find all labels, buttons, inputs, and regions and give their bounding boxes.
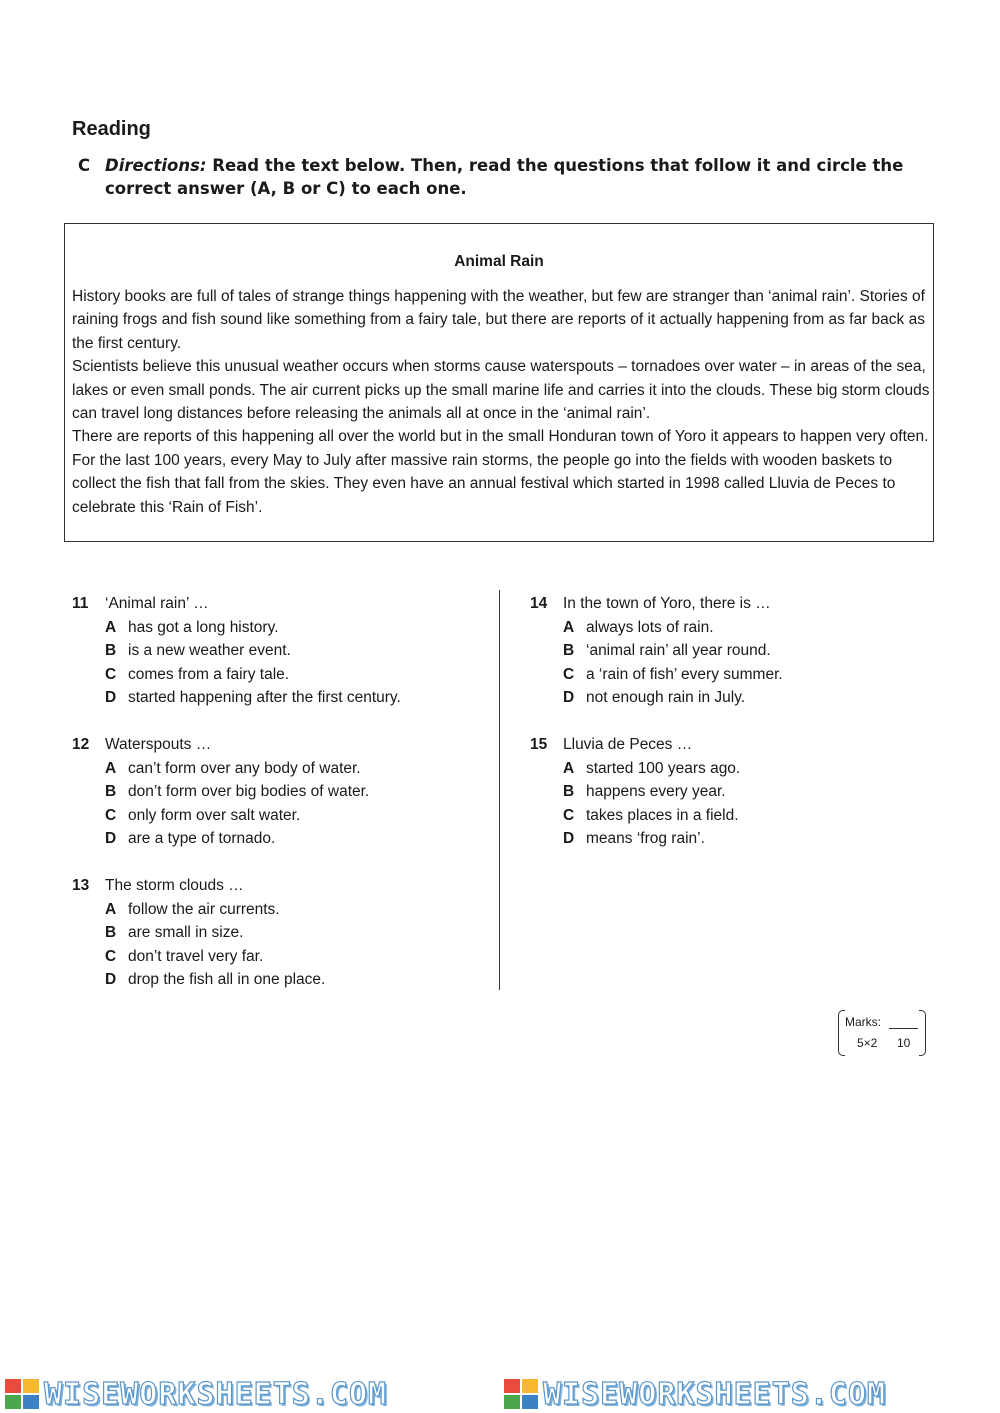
option-text: only form over salt water. xyxy=(128,806,301,824)
option-text: means ‘frog rain’. xyxy=(586,830,705,847)
passage-body xyxy=(72,285,934,519)
option-letter: B xyxy=(105,924,117,941)
option-text: started happening after the first century. xyxy=(128,689,401,706)
answer-option[interactable] xyxy=(72,757,472,781)
question-number: 11 xyxy=(72,595,89,612)
option-letter: D xyxy=(563,689,575,706)
question-number: 13 xyxy=(72,877,90,894)
question-11 xyxy=(72,592,472,710)
option-text: are small in size. xyxy=(128,924,244,941)
option-letter: B xyxy=(563,783,575,800)
option-text: can’t form over any body of water. xyxy=(128,759,361,777)
option-letter: D xyxy=(105,971,117,988)
option-letter: C xyxy=(563,665,575,683)
exercise-letter: C xyxy=(78,156,91,175)
answer-option[interactable] xyxy=(530,780,930,804)
option-text: follow the air currents. xyxy=(128,900,280,918)
option-letter: D xyxy=(563,830,575,847)
option-letter: C xyxy=(105,806,117,824)
question-stem: In the town of Yoro, there is … xyxy=(563,595,771,612)
option-letter: C xyxy=(105,665,117,683)
marks-total: 10 xyxy=(897,1036,911,1050)
answer-option[interactable] xyxy=(72,968,472,992)
footer-watermark xyxy=(0,1374,1000,1413)
answer-option[interactable] xyxy=(530,804,930,828)
option-text: ‘animal rain’ all year round. xyxy=(586,642,771,659)
option-text: drop the fish all in one place. xyxy=(128,971,326,988)
question-12 xyxy=(72,733,472,851)
brand-text: WISEWORKSHEETS.COM xyxy=(44,1376,388,1412)
question-number: 15 xyxy=(530,736,548,753)
option-text: don’t travel very far. xyxy=(128,947,264,965)
reading-passage-box xyxy=(64,223,934,542)
option-text: started 100 years ago. xyxy=(586,759,741,777)
option-letter: C xyxy=(105,947,117,965)
answer-option[interactable] xyxy=(72,827,472,851)
answer-option[interactable] xyxy=(72,639,472,663)
option-text: comes from a fairy tale. xyxy=(128,665,290,683)
marks-box xyxy=(838,1010,926,1056)
option-letter: A xyxy=(563,759,575,777)
option-letter: A xyxy=(563,618,575,636)
marks-label: Marks: xyxy=(845,1015,881,1029)
directions xyxy=(78,154,918,200)
option-letter: B xyxy=(105,642,117,659)
question-stem: The storm clouds … xyxy=(105,877,244,894)
answer-option[interactable] xyxy=(72,616,472,640)
option-text: not enough rain in July. xyxy=(586,689,746,706)
brand-text: WISEWORKSHEETS.COM xyxy=(543,1376,887,1412)
answer-option[interactable] xyxy=(530,757,930,781)
bracket-right xyxy=(919,1010,926,1056)
question-14 xyxy=(530,592,930,710)
marks-blank-line[interactable] xyxy=(889,1028,918,1029)
question-number: 12 xyxy=(72,736,90,753)
question-15 xyxy=(530,733,930,851)
question-stem: Waterspouts … xyxy=(105,736,212,753)
passage-title: Animal Rain xyxy=(454,253,544,270)
wise-logo-icon xyxy=(503,1378,539,1410)
passage-paragraph: There are reports of this happening all over the world but in the small Honduran town of Yoro it appears to happen very often. For the last 100 years, every May to July after massive rain storms, the people go into the fields with wooden baskets to collect the fish that fall from the skies. They even have an annual festival which started in 1998 called Lluvia de Peces to celebrate this ‘Rain of Fish’. xyxy=(72,428,929,516)
question-number: 14 xyxy=(530,595,548,612)
option-letter: A xyxy=(105,900,117,918)
option-text: don’t form over big bodies of water. xyxy=(128,783,370,800)
brand-watermark xyxy=(503,1376,886,1412)
answer-option[interactable] xyxy=(72,663,472,687)
marks-formula: 5×2 xyxy=(857,1036,878,1050)
answer-option[interactable] xyxy=(72,804,472,828)
option-text: has got a long history. xyxy=(128,618,279,636)
option-letter: A xyxy=(105,759,117,777)
directions-text: Read the text below. Then, read the questions that follow it and circle the correct answer (A, B or C) to each one. xyxy=(105,156,904,198)
answer-option[interactable] xyxy=(530,686,930,710)
option-text: always lots of rain. xyxy=(586,618,714,636)
directions-label: Directions: xyxy=(105,156,207,175)
bracket-left xyxy=(838,1010,845,1056)
column-divider xyxy=(499,590,500,990)
question-13 xyxy=(72,874,472,992)
option-text: a ‘rain of fish’ every summer. xyxy=(586,665,783,683)
brand-watermark xyxy=(4,1376,387,1412)
passage-paragraph: Scientists believe this unusual weather occurs when storms cause waterspouts – tornadoes over water – in areas of the sea, lakes or even small ponds. The air current picks up the small marine life and carries it into the clouds. These big storm clouds can travel long distances before releasing the animals all at once in the ‘animal rain’. xyxy=(72,358,930,423)
option-letter: B xyxy=(105,783,117,800)
wise-logo-icon xyxy=(4,1378,40,1410)
passage-paragraph: History books are full of tales of strange things happening with the weather, but few are stranger than ‘animal rain’. Stories of raining frogs and fish sound like something from a fairy tale, but there are reports of it actually happening from as far back as the first century. xyxy=(72,288,925,352)
option-text: are a type of tornado. xyxy=(128,830,276,847)
answer-option[interactable] xyxy=(72,945,472,969)
question-stem: ‘Animal rain’ … xyxy=(105,595,209,612)
answer-option[interactable] xyxy=(72,898,472,922)
section-title: Reading xyxy=(72,118,151,140)
option-text: is a new weather event. xyxy=(128,642,291,659)
option-letter: C xyxy=(563,806,575,824)
answer-option[interactable] xyxy=(530,639,930,663)
answer-option[interactable] xyxy=(72,921,472,945)
answer-option[interactable] xyxy=(72,686,472,710)
option-letter: D xyxy=(105,689,117,706)
option-letter: A xyxy=(105,618,117,636)
option-text: happens every year. xyxy=(586,783,726,800)
option-text: takes places in a field. xyxy=(586,806,739,824)
answer-option[interactable] xyxy=(530,827,930,851)
option-letter: B xyxy=(563,642,575,659)
question-stem: Lluvia de Peces … xyxy=(563,736,693,753)
answer-option[interactable] xyxy=(530,663,930,687)
option-letter: D xyxy=(105,830,117,847)
answer-option[interactable] xyxy=(72,780,472,804)
answer-option[interactable] xyxy=(530,616,930,640)
